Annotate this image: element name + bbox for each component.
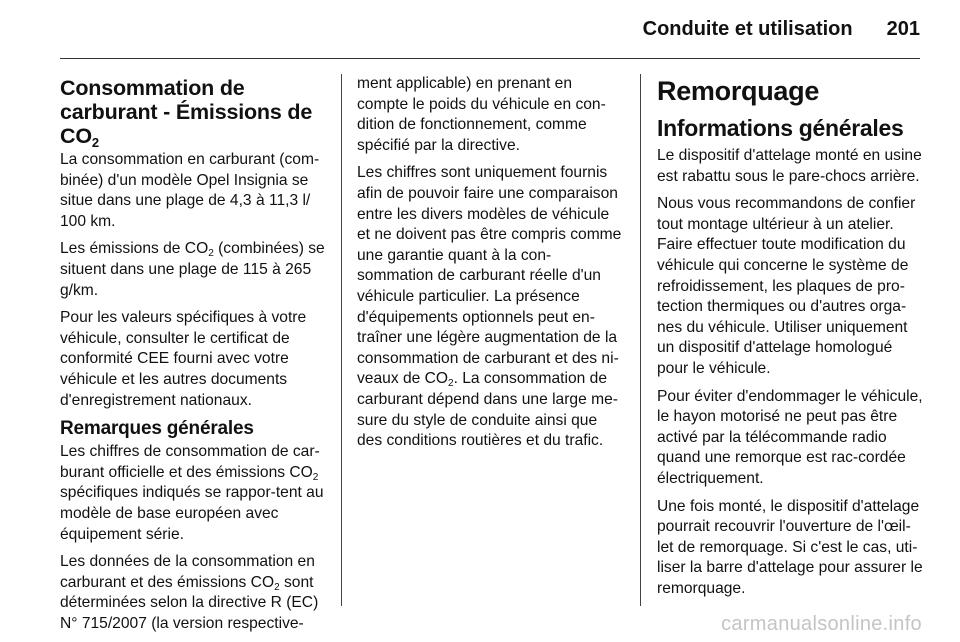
paragraph: Les données de la consommation en carburant et des émissions $CO_2$ sont déterminées selon la directive R (EC) N° 715/2007 (la version respective-	[60, 553, 319, 632]
paragraph: Les émissions de $CO_2$ (combinées) se situent dans une plage de 115 à 265 g/km.	[60, 240, 325, 299]
column-middle	[357, 74, 623, 608]
paragraph: ment applicable) en prenant en compte le poids du véhicule en con-dition de fonctionnement, comme spécifié par la directive.	[357, 75, 606, 154]
paragraph: Pour éviter d'endommager le véhicule, le hayon motorisé ne peut pas être activé par la télécommande radio quand une remorque est rac-cordée électriquement.	[657, 387, 923, 487]
watermark: carmanualsonline.info	[721, 613, 922, 635]
column-left	[60, 76, 326, 632]
section-title: Conduite et utilisation	[642, 18, 853, 40]
paragraph: Pour les valeurs spécifiques à votre véhicule, consulter le certificat de conformité CEE fourni avec votre véhicule et les autres documents d'enregistrement nationaux.	[60, 309, 307, 409]
column-divider-right	[640, 74, 641, 606]
paragraph: La consommation en carburant (com-binée) d'un modèle Opel Insignia se situe dans une plage de 4,3 à 11,3 l/ 100 km.	[60, 151, 320, 230]
section-heading-fuel-consumption: Consommation de carburant - Émissions de $CO_2$	[60, 76, 313, 150]
paragraph: Une fois monté, le dispositif d'attelage pourrait recouvrir l'ouverture de l'œil-let de remorquage. Si c'est le cas, uti-liser la barre d'attelage pour assurer le remorquage.	[657, 497, 923, 597]
page-header	[60, 18, 920, 48]
page-number: 201	[886, 18, 920, 40]
subheading-general-info: Informations générales	[657, 115, 904, 141]
paragraph: Nous vous recommandons de confier tout montage ultérieur à un atelier. Faire effectuer toute modification du véhicule qui concerne le système de refroidissement, les plaques de pro-tection thermiques ou d'autres orga-nes du véhicule. Utiliser uniquement un dispositif d'attelage homologué pour le véhicule.	[657, 195, 916, 377]
paragraph: Les chiffres sont uniquement fournis afin de pouvoir faire une comparaison entre les divers modèles de véhicule et ne doivent pas être compris comme une garantie quant à la con-sommation de carburant réelle d'un véhicule particulier. La présence d'équipements optionnels peut en-traîner une légère augmentation de la consommation de carburant et des ni-veaux de $CO_2$. La consommation de carburant dépend dans une large me-sure du style de conduite ainsi que des conditions routières et du trafic.	[357, 164, 622, 450]
header-rule	[60, 58, 920, 59]
paragraph: Le dispositif d'attelage monté en usine est rabattu sous le pare-chocs arrière.	[657, 147, 922, 185]
column-right	[657, 76, 923, 608]
section-heading-towing: Remorquage	[657, 76, 820, 106]
paragraph: Les chiffres de consommation de car-burant officielle et des émissions $CO_2$ spécifiques indiqués se rappor-tent au modèle de base européen avec équipement série.	[60, 443, 324, 543]
subheading-general-remarks: Remarques générales	[60, 418, 254, 440]
column-divider-left	[341, 74, 342, 606]
